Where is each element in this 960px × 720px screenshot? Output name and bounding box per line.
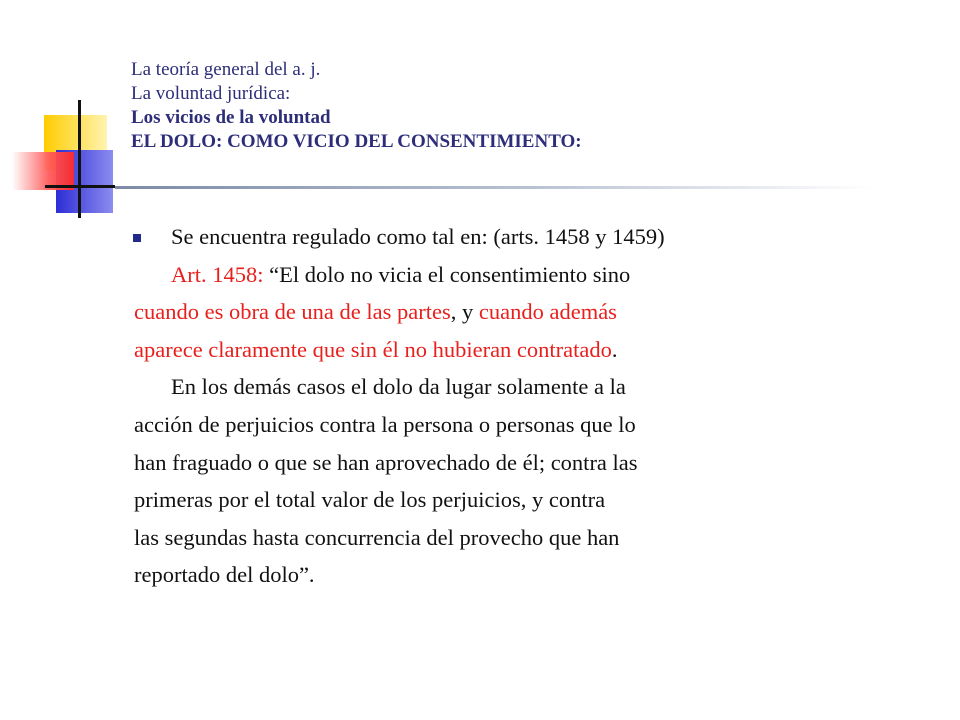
quote-start: “El dolo no vicia el consentimiento sino xyxy=(269,261,631,287)
body-line-10: reportado del dolo”. xyxy=(134,562,315,588)
title-line-1: La teoría general del a. j. xyxy=(131,59,321,80)
slide-body xyxy=(134,218,934,594)
title-line-4: EL DOLO: COMO VICIO DEL CONSENTIMIENTO: xyxy=(131,131,582,152)
slide-title xyxy=(131,58,931,154)
title-line-3: Los vicios de la voluntad xyxy=(131,107,331,128)
body-line-2 xyxy=(134,256,934,294)
body-line-6: acción de perjuicios contra la persona o personas que lo xyxy=(134,411,636,437)
bullet-item xyxy=(134,218,934,256)
highlight-3: aparece claramente que sin él no hubieran contratado xyxy=(134,336,612,362)
body-line-4 xyxy=(134,331,934,369)
highlight-1: cuando es obra de una de las partes xyxy=(134,299,451,325)
body-line-9: las segundas hasta concurrencia del provecho que han xyxy=(134,524,620,550)
connector-text: , y xyxy=(450,299,479,325)
body-line-5: En los demás casos el dolo da lugar solamente a la xyxy=(171,374,626,400)
body-line-3 xyxy=(134,293,934,331)
title-line-2: La voluntad jurídica: xyxy=(131,83,291,104)
period: . xyxy=(611,336,618,362)
bullet-text: Se encuentra regulado como tal en: (arts. 1458 y 1459) xyxy=(171,224,665,249)
square-bullet-icon xyxy=(133,234,141,242)
highlight-2: cuando además xyxy=(478,299,617,325)
article-reference: Art. 1458: xyxy=(171,261,270,287)
title-divider xyxy=(115,186,875,189)
body-line-7: han fraguado o que se han aprovechado de él; contra las xyxy=(134,449,638,475)
body-line-8: primeras por el total valor de los perjuicios, y contra xyxy=(134,487,606,513)
